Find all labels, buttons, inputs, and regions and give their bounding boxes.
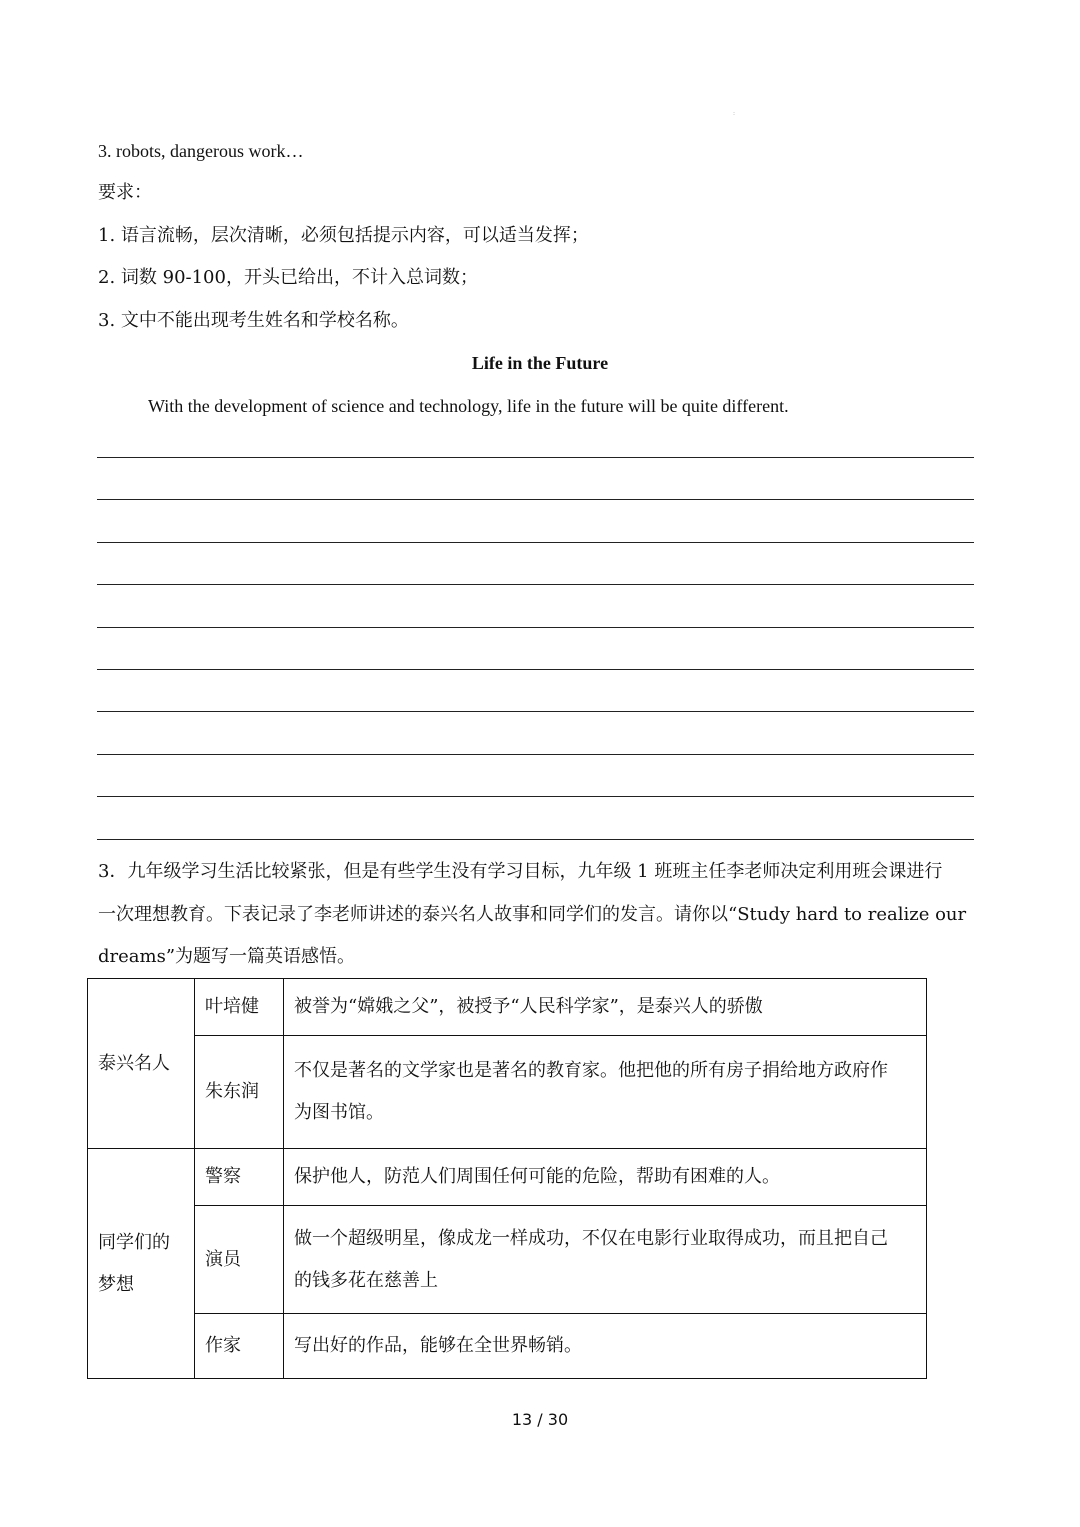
person-name: 叶培健 bbox=[195, 979, 284, 1036]
dream-job: 演员 bbox=[195, 1206, 284, 1314]
requirements-label: 要求： bbox=[98, 182, 152, 203]
dream-job: 作家 bbox=[195, 1314, 284, 1379]
writing-line[interactable] bbox=[97, 457, 974, 458]
person-name: 朱东润 bbox=[195, 1036, 284, 1149]
requirement-2: 2. 词数 90-100，开头已给出，不计入总词数； bbox=[98, 267, 478, 288]
table-row bbox=[88, 1206, 927, 1314]
person-desc-line: 为图书馆。 bbox=[294, 1102, 384, 1123]
dream-desc-line: 做一个超级明星，像成龙一样成功，不仅在电影行业取得成功，而且把自己 bbox=[294, 1227, 888, 1249]
dream-job: 警察 bbox=[195, 1149, 284, 1206]
category-dreams-line: 梦想 bbox=[98, 1273, 134, 1295]
requirement-1: 1. 语言流畅，层次清晰，必须包括提示内容，可以适当发挥； bbox=[98, 225, 589, 246]
essay-opening: With the development of science and technology, life in the future will be quite different. bbox=[148, 396, 789, 416]
category-famous-people: 泰兴名人 bbox=[88, 979, 195, 1149]
table-row bbox=[88, 979, 927, 1036]
person-desc: 被誉为“嫦娥之父”，被授予“人民科学家”，是泰兴人的骄傲 bbox=[284, 979, 927, 1036]
writing-line[interactable] bbox=[97, 499, 974, 500]
person-desc-line: 不仅是著名的文学家也是著名的教育家。他把他的所有房子捐给地方政府作 bbox=[294, 1060, 888, 1081]
essay-title: Life in the Future bbox=[471, 353, 609, 373]
category-dreams-line: 同学们的 bbox=[98, 1231, 170, 1253]
category-dreams bbox=[88, 1149, 195, 1379]
top-mark: : bbox=[733, 110, 736, 117]
writing-line[interactable] bbox=[97, 542, 974, 543]
writing-line[interactable] bbox=[97, 584, 974, 585]
table-row bbox=[88, 1036, 927, 1149]
writing-line[interactable] bbox=[97, 839, 974, 840]
requirement-3: 3. 文中不能出现考生姓名和学校名称。 bbox=[98, 310, 409, 331]
info-table bbox=[87, 978, 927, 1379]
question3-line1: 3．九年级学习生活比较紧张，但是有些学生没有学习目标，九年级 1 班班主任李老师决定利用班会课进行 bbox=[98, 861, 943, 882]
writing-line[interactable] bbox=[97, 754, 974, 755]
writing-line[interactable] bbox=[97, 627, 974, 628]
table-row bbox=[88, 1314, 927, 1379]
writing-line[interactable] bbox=[97, 711, 974, 712]
hint-3: 3. robots, dangerous work… bbox=[98, 141, 304, 161]
question3-line3: dreams”为题写一篇英语感悟。 bbox=[98, 946, 356, 967]
table-row bbox=[88, 1149, 927, 1206]
writing-line[interactable] bbox=[97, 796, 974, 797]
page-number: 13 / 30 bbox=[511, 1410, 569, 1429]
dream-desc-line: 的钱多花在慈善上 bbox=[294, 1269, 438, 1291]
dream-desc: 写出好的作品，能够在全世界畅销。 bbox=[284, 1314, 927, 1379]
person-desc bbox=[284, 1036, 927, 1149]
dream-desc: 保护他人，防范人们周围任何可能的危险，帮助有困难的人。 bbox=[284, 1149, 927, 1206]
question3-line2: 一次理想教育。下表记录了李老师讲述的泰兴名人故事和同学们的发言。请你以“Study hard to realize our bbox=[98, 904, 967, 925]
dream-desc bbox=[284, 1206, 927, 1314]
writing-line[interactable] bbox=[97, 669, 974, 670]
